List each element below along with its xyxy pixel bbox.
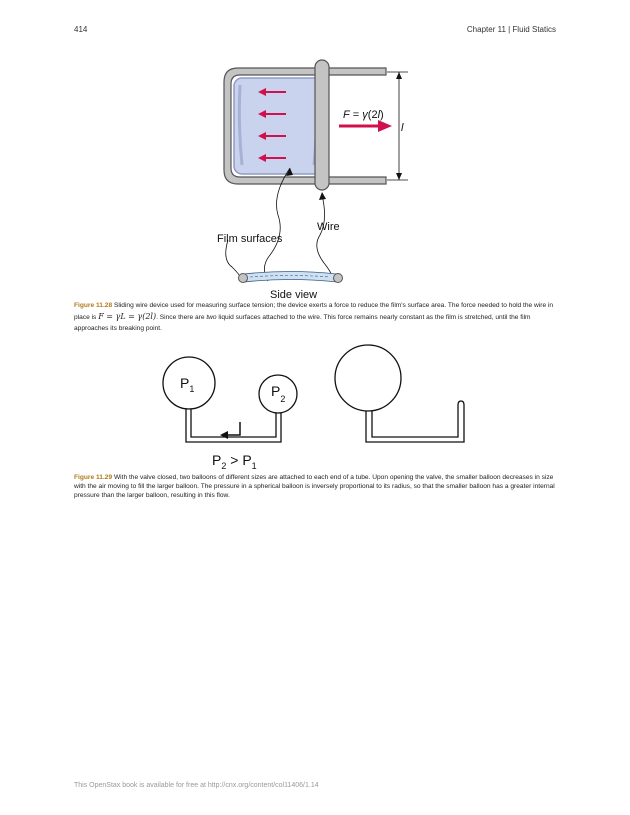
figure-11-28-diagram <box>200 55 440 300</box>
balloon-large <box>335 345 401 411</box>
caption-text: . Since there are <box>156 314 207 321</box>
figure-11-29-caption <box>74 473 558 500</box>
wire-label: Wire <box>317 221 340 233</box>
length-label: l <box>401 122 404 134</box>
pressure-relation: $P_2 > P_1$ <box>212 452 257 471</box>
figure-11-28-caption <box>74 300 558 334</box>
footer-note: This OpenStax book is available for free at http://cnx.org/content/col11406/1.14 <box>74 782 319 789</box>
p1-label: $P_1$ <box>180 375 195 394</box>
chapter-header: Chapter 11 | Fluid Statics <box>466 25 556 34</box>
force-label: F = γ(2l) <box>343 109 384 121</box>
side-view-label: Side view <box>270 289 318 300</box>
page-number: 414 <box>74 25 88 34</box>
sliding-wire <box>315 60 329 190</box>
film-surfaces-label: Film surfaces <box>217 233 283 245</box>
caption-text: Sliding wire device used for measuring surface tension; the device exerts a force to reduce the film's surface area. The force needed to hold the wire in place is <box>74 302 554 321</box>
side-view-drawing <box>239 272 343 283</box>
caption-text: With the valve closed, two balloons of different sizes are attached to each end of a tube. Upon opening the valve, the smaller balloon decreases in size with the air moving to fill the larger balloon. The pressure in a spherical balloon is inversely proportional to its radius, so that the smaller balloon has a greater internal pressure than the larger balloon, resulting in this flow. <box>74 474 555 499</box>
caption-equation: F = γL = γ(2l) <box>98 312 157 321</box>
caption-emphasis: two <box>206 314 217 321</box>
figure-label: Figure 11.29 <box>74 474 113 481</box>
figure-label: Figure 11.28 <box>74 302 113 309</box>
figure-11-29-diagram <box>150 340 480 475</box>
applied-force-arrow <box>339 120 392 132</box>
caption-text: liquid surfaces attached to the wire. This force remains nearly constant as the film is stretched, until the film approaches its breaking point. <box>74 314 531 332</box>
p2-label: $P_2$ <box>271 383 286 404</box>
